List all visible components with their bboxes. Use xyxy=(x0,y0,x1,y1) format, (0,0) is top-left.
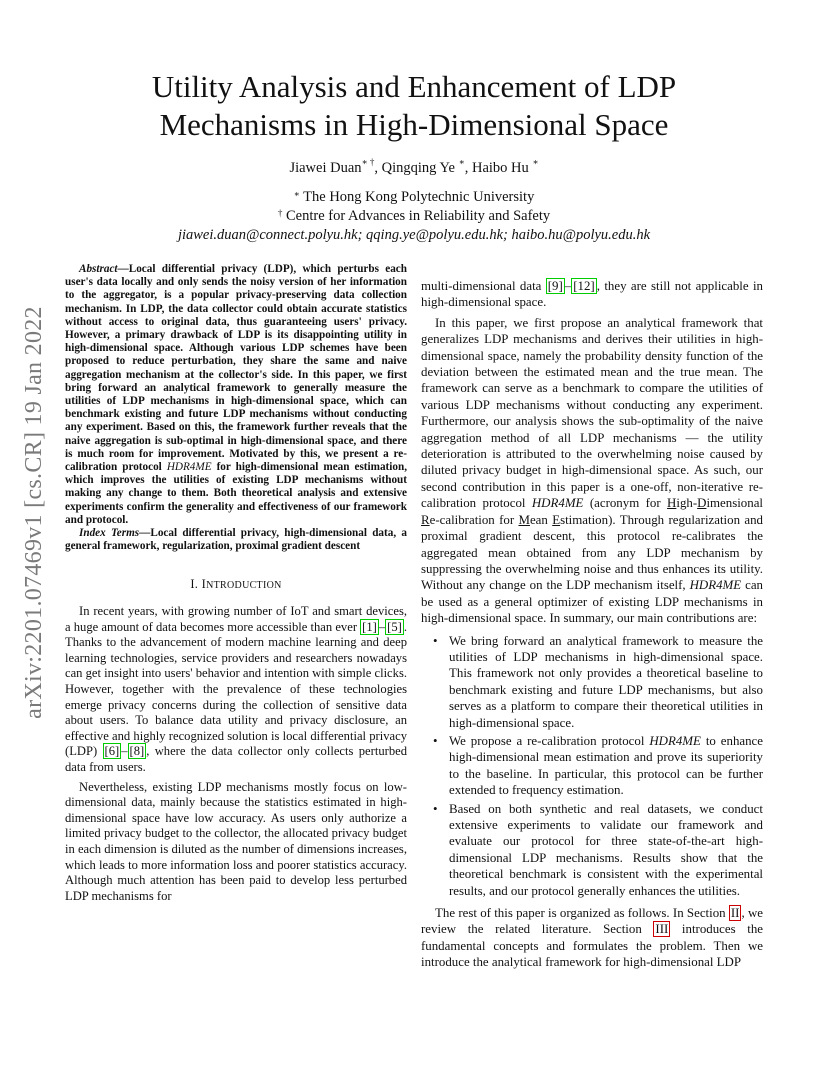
protocol-name: HDR4ME xyxy=(689,578,742,593)
index-terms-text: —Local differential privacy, high-dimensional data, a general framework, regularization, proximal gradient descent xyxy=(65,527,407,553)
affiliation-marker: † xyxy=(277,208,283,218)
left-column xyxy=(65,263,407,904)
protocol-name: HDR4ME xyxy=(649,733,701,748)
acronym-letter: M xyxy=(518,512,530,527)
arxiv-stamp xyxy=(22,292,46,732)
contributions-list xyxy=(421,633,763,900)
affiliation: The Hong Kong Polytechnic University xyxy=(303,189,535,205)
affiliation: Centre for Advances in Reliability and Safety xyxy=(285,208,551,224)
text: e-calibration for xyxy=(429,512,519,527)
text: . Thanks to the advancement of modern machine learning and deep learning technologies, service providers and researchers nowadays can get insight into users' behavior and intention with simple clicks. However, together with the prevalence of these technologies emerge privacy concerns during the collection of sensitive data about users. To balance data utility and privacy disclosure, an effective and highly recognized solution is local differential privacy (LDP) xyxy=(65,619,407,759)
text: igh- xyxy=(676,496,698,511)
text: , we review the related literature. Section xyxy=(421,906,763,937)
abstract xyxy=(65,263,407,553)
citation-link[interactable]: [1] xyxy=(362,619,377,634)
author-name: Haibo Hu xyxy=(471,160,529,176)
intro-paragraph xyxy=(65,604,407,776)
title-line-1: Utility Analysis and Enhancement of LDP xyxy=(151,69,677,104)
author-marker: ∗ † xyxy=(361,157,375,167)
acronym-letter: R xyxy=(421,512,430,527)
text: introduces the fundamental concepts and formulates the problem. Then we introduce the analytical framework for high-dimensional LDP xyxy=(421,922,763,970)
text: multi-dimensional data xyxy=(421,279,546,293)
text: , where the data collector only collects perturbed data from users. xyxy=(65,744,408,774)
author-list: Jiawei Duan∗ †, Qingqing Ye ∗, Haibo Hu ∗ xyxy=(289,157,539,176)
abstract-label: Abstract xyxy=(79,263,118,275)
citation-link[interactable]: [8] xyxy=(129,744,145,759)
list-item xyxy=(449,733,763,799)
section-initial: I xyxy=(201,577,207,592)
section-link[interactable]: III xyxy=(655,922,669,937)
citation-link[interactable]: [5] xyxy=(387,619,402,634)
text: – xyxy=(121,744,128,759)
protocol-name: HDR4ME xyxy=(531,496,584,511)
author-marker: ∗ xyxy=(532,157,539,167)
text: can be used as a general optimizer of existing LDP mechanisms in high-dimensional space. In summary, our main contributions are: xyxy=(421,578,763,626)
author-name: Qingqing Ye xyxy=(381,160,455,176)
author-name: Jiawei Duan xyxy=(289,160,362,176)
acronym-letter: E xyxy=(552,512,561,527)
citation-link[interactable]: [12] xyxy=(573,279,595,293)
text: – xyxy=(564,279,572,293)
text: , they are still not applicable in high-dimensional space. xyxy=(421,279,764,310)
text: imensional xyxy=(706,496,764,511)
text: We propose a re-calibration protocol xyxy=(449,733,650,748)
section-title-rest: NTRODUCTION xyxy=(206,580,282,592)
text: ean xyxy=(529,512,553,527)
text: The rest of this paper is organized as follows. In Section xyxy=(435,906,729,921)
index-terms-label: Index Terms xyxy=(79,527,140,540)
paper-title xyxy=(60,68,768,144)
citation-link[interactable]: [6] xyxy=(104,744,120,759)
section-heading-introduction xyxy=(65,577,407,594)
title-line-2: Mechanisms in High-Dimensional Space xyxy=(159,107,669,142)
text: ). Through regularization and proximal gradient descent, this protocol re-calibrates the aggregated mean obtained from any LDP mechanism by suppressing the overwhelming noise and thus enhances its utility. Without any change on the LDP mechanism itself, xyxy=(421,512,763,593)
affiliation-marker: ∗ xyxy=(293,189,300,199)
text: stimation xyxy=(560,512,609,527)
abstract-text: —Local differential privacy (LDP), which perturbs each user's data locally and only sends the noisy version of her information to the aggregator, is a popular privacy-preserving data collection mechanism. In LDP, the data collector could obtain accurate statistics without access to original data, thus guaranteeing users' privacy. However, a primary drawback of LDP is its disappointing utility in high-dimensional space. Although various LDP schemes have been proposed to reduce perturbation, they share the same and naive aggregation mechanism at the collector's side. In this paper, we first bring forward an analytical framework to generally measure the utilities of LDP mechanisms in high-dimensional space, which can benchmark existing and future LDP mechanisms without conducting any experiment. Based on this, the framework further reveals that the naive aggregation is sub-optimal in high-dimensional space, and there is much room for improvement. Motivated by this, we present a re-calibration protocol xyxy=(65,263,407,474)
section-link[interactable]: II xyxy=(730,906,740,921)
right-column xyxy=(421,278,763,971)
author-emails: jiawei.duan@connect.polyu.hk; qqing.ye@polyu.edu.hk; haibo.hu@polyu.edu.hk xyxy=(177,227,651,243)
author-marker: ∗ xyxy=(458,157,465,167)
arxiv-id: arXiv:2201.07469v1 [cs.CR] 19 Jan 2022 xyxy=(20,305,47,719)
body-paragraph xyxy=(421,278,763,311)
list-item: • Based on both synthetic and real datasets, we conduct extensive experiments to validate our framework and evaluate our protocol for three state-of-the-art high-dimensional LDP mechanisms. Results show that the theoretical benchmark is consistent with the experimental results, and our protocol generally enhances the utilities. xyxy=(449,801,763,899)
affiliations xyxy=(60,188,768,245)
list-item: • We bring forward an analytical framework to measure the utilities of LDP mechanisms in high-dimensional space. This framework not only provides a theoretical baseline to benchmark existing and future LDP mechanisms, but also serves as a platform to compare their theoretical utilities in high-dimensional space. xyxy=(449,633,763,731)
text: In recent years, with growing number of IoT and smart devices, a huge amount of data becomes more accessible than ever xyxy=(65,604,407,634)
abstract-text: for high-dimensional mean estimation, which improves the utilities of existing LDP mechanisms without making any change to them. Both theoretical analysis and extensive experiments confirm the generality and effectiveness of our framework and protocol. xyxy=(65,461,407,526)
section-number: I. xyxy=(190,577,202,592)
intro-paragraph: Nevertheless, existing LDP mechanisms mostly focus on low-dimensional data, mainly because the statistics estimated in high-dimensional space have low accuracy. As users only authorize a limited privacy budget to the collector, the allocated privacy budget in each dimension is diluted as the number of dimensions increases, which leads to more information loss and poorer statistics accuracy. Although much attention has been paid to develop less perturbed LDP mechanisms for xyxy=(65,779,407,903)
text: – xyxy=(378,619,386,634)
acronym-letter: D xyxy=(697,496,707,511)
body-paragraph xyxy=(421,315,763,627)
body-paragraph xyxy=(421,905,763,971)
text: In this paper, we first propose an analytical framework that generalizes LDP mechanisms and derives their utilities in high-dimensional space, namely the probability density function of the deviation between the estimated mean and the true mean. The framework can serve as a benchmark to compare the utilities of various LDP mechanisms without conducting any experiment. Furthermore, our analysis shows the sub-optimality of the naive aggregation method of all LDP mechanisms — the utility deterioration is attributed to the overwhelming noise caused by diluted privacy budget in high-dimensional space. As such, our second contribution in this paper is a one-off, non-iterative re-calibration protocol xyxy=(421,315,763,511)
acronym-letter: H xyxy=(667,496,677,511)
text: (acronym for xyxy=(583,496,668,511)
citation-link[interactable]: [9] xyxy=(547,279,563,293)
abstract-math: HDR4ME xyxy=(166,461,212,474)
text: to enhance high-dimensional mean estimation and prove its superiority to the baseline. In particular, this protocol can be further extended to frequency estimation. xyxy=(449,733,763,798)
